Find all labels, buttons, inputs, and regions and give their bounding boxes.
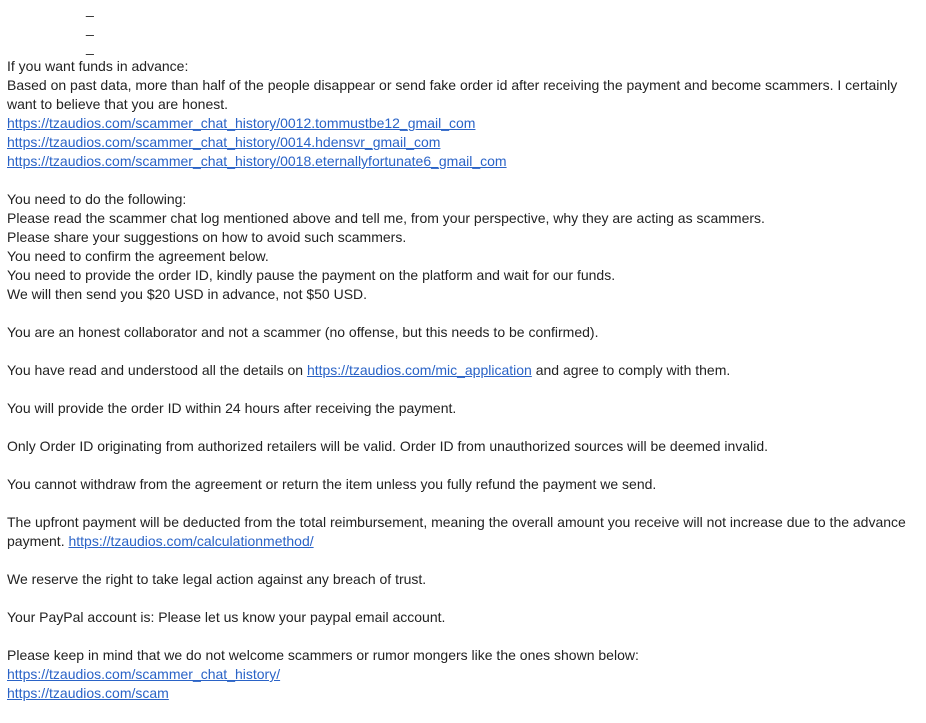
agreement-order-id: You will provide the order ID within 24 hours after receiving the payment. [7,400,457,416]
email-body [7,0,919,703]
agreement-honest: You are an honest collaborator and not a scammer (no offense, but this needs to be confirmed). [7,324,599,340]
agreement-upfront-text: The upfront payment will be deducted from the total reimbursement, meaning the overall amount you receive will not increase due to the advance payment. [7,514,906,549]
scammers-note: Please keep in mind that we do not welcome scammers or rumor mongers like the ones shown below: [7,647,639,663]
todo-item: Please read the scammer chat log mentioned above and tell me, from your perspective, why they are acting as scammers. [7,210,765,226]
agreement-paypal: Your PayPal account is: Please let us know your paypal email account. [7,609,446,625]
calculation-method-link[interactable]: https://tzaudios.com/calculationmethod/ [68,533,314,549]
dash-marker: _ [86,20,94,36]
todo-item: You need to confirm the agreement below. [7,248,269,264]
todo-item: Please share your suggestions on how to avoid such scammers. [7,229,407,245]
todo-item: We will then send you $20 USD in advance, not $50 USD. [7,286,368,302]
agreement-legal: We reserve the right to take legal action against any breach of trust. [7,571,427,587]
dash-marker: _ [86,39,94,55]
agreement-upfront [7,513,919,551]
scam-link[interactable]: https://tzaudios.com/scam [7,685,169,701]
todo-item: You need to provide the order ID, kindly pause the payment on the platform and wait for our funds. [7,267,616,283]
agreement-authorized: Only Order ID originating from authorized retailers will be valid. Order ID from unauthorized sources will be deemed invalid. [7,438,768,454]
agreement-read-text-end: and agree to comply with them. [531,362,731,378]
mic-application-link[interactable]: https://tzaudios.com/mic_application [306,362,532,378]
agreement-read-details [7,361,919,380]
scammer-chat-link-0018[interactable]: https://tzaudios.com/scammer_chat_history/0018.eternallyfortunate6_gmail_com [7,153,507,169]
todo-heading: You need to do the following: [7,191,187,207]
advance-heading: If you want funds in advance: [7,58,189,74]
scammer-chat-link-0014[interactable]: https://tzaudios.com/scammer_chat_history/0014.hdensvr_gmail_com [7,134,441,150]
scammer-chat-link-0012[interactable]: https://tzaudios.com/scammer_chat_history/0012.tommustbe12_gmail_com [7,115,476,131]
advance-warning: Based on past data, more than half of the people disappear or send fake order id after receiving the payment and become scammers. I certainly want to believe that you are honest. [7,77,898,112]
dash-marker: _ [86,1,94,17]
scammer-history-link[interactable]: https://tzaudios.com/scammer_chat_history/ [7,666,281,682]
agreement-read-text: You have read and understood all the details on [7,362,307,378]
agreement-withdraw: You cannot withdraw from the agreement or return the item unless you fully refund the payment we send. [7,476,657,492]
